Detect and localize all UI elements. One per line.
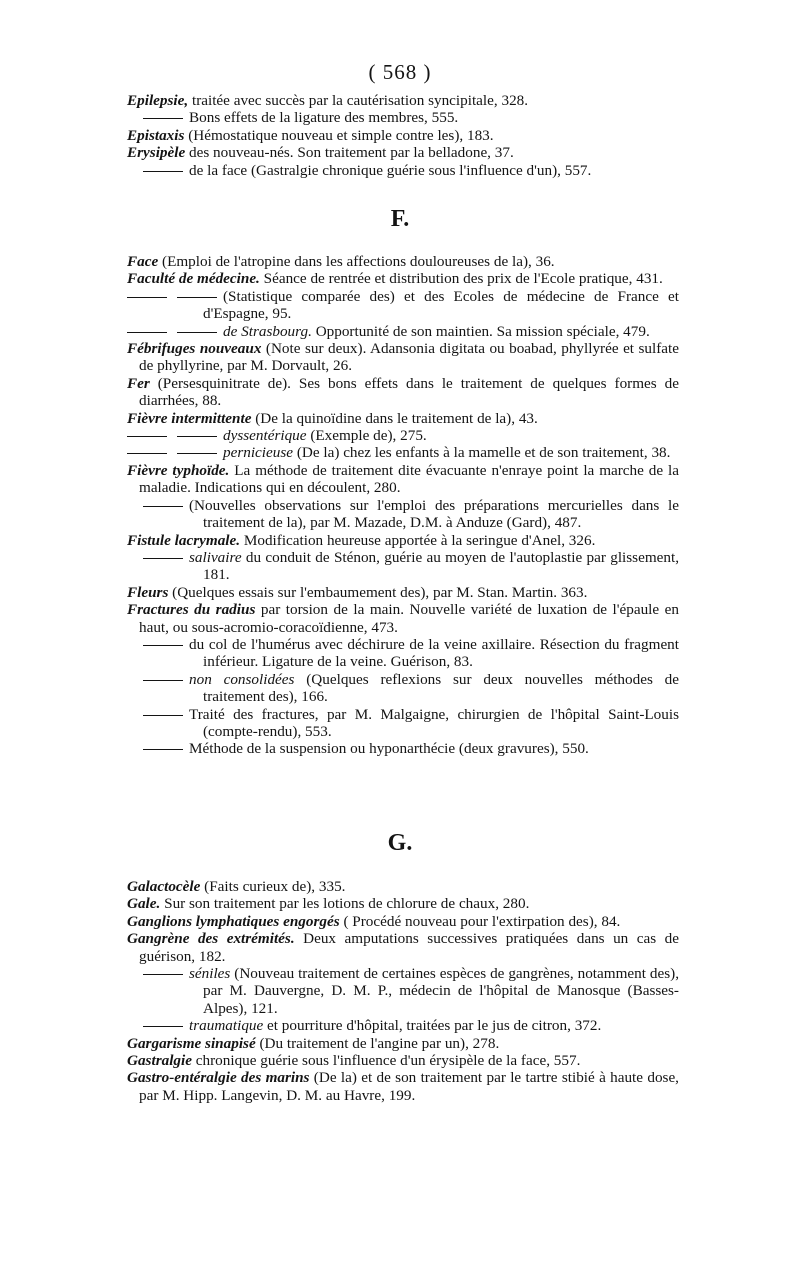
- entry-heading: de Strasbourg.: [223, 322, 312, 340]
- entry-text: (Exemple de), 275.: [306, 427, 427, 445]
- index-entry: [127, 375, 679, 410]
- section-letter-g: G.: [387, 830, 413, 856]
- entry-text: ( Procédé nouveau pour l'extirpation des), 84.: [339, 912, 621, 930]
- ditto-dash: [143, 974, 183, 975]
- entry-heading: Epistaxis: [127, 126, 185, 144]
- entry-heading: Gale.: [127, 895, 161, 913]
- entry-text: par torsion de la main. Nouvelle variété de luxation de l'épaule en haut, ou sous-acromio-coracoïdienne, 473.: [139, 601, 679, 636]
- ditto-dash: [127, 332, 167, 333]
- entry-heading: Fistule lacrymale.: [127, 531, 241, 549]
- entry-text: La méthode de traitement dite évacuante n'enraye point la marche de la maladie. Indications qui en découlent, 280.: [139, 461, 680, 497]
- ditto-dash: [177, 453, 217, 454]
- entry-text: chronique guérie sous l'influence d'un érysipèle de la face, 557.: [191, 1052, 581, 1070]
- index-entry: [127, 895, 679, 912]
- index-entry: [127, 340, 679, 375]
- index-entry: [127, 584, 679, 601]
- index-entry: [127, 1052, 679, 1069]
- index-entry: [127, 323, 679, 340]
- entry-heading: Fer: [127, 374, 150, 392]
- entry-text: Deux amputations successives pratiquées dans un cas de guérison, 182.: [139, 930, 680, 965]
- entry-text: (Quelques essais sur l'embaumement des), par M. Stan. Martin. 363.: [168, 583, 588, 601]
- entry-text: (Nouvelles observations sur l'emploi des préparations mercurielles dans le traitement de la), par M. Mazade, D.M. à Anduze (Gard), 487.: [189, 496, 679, 532]
- entry-text: Méthode de la suspension ou hyponarthécie (deux gravures), 550.: [189, 740, 589, 758]
- entry-heading: Fièvre intermittente: [127, 409, 252, 427]
- ditto-dash: [127, 453, 167, 454]
- entry-text: (Quelques reflexions sur deux nouvelles méthodes de traitement des), 166.: [203, 670, 679, 706]
- entry-text: (Persesquinitrate de). Ses bons effets dans le traitement de quelques formes de diarrhées, 88.: [139, 374, 679, 410]
- index-section-f: [127, 253, 679, 758]
- ditto-dash: [177, 332, 217, 333]
- entry-heading: Gangrène des extrémités.: [127, 930, 295, 948]
- ditto-dash: [177, 297, 217, 298]
- entry-text: (Note sur deux). Adansonia digitata ou boabad, phyllyrée et sulfate de phyllyrine, par M. Dorvault, 26.: [139, 340, 679, 375]
- ditto-dash: [143, 558, 183, 559]
- index-entry: [127, 965, 679, 1017]
- entry-heading: Face: [127, 253, 159, 270]
- index-section-g: [127, 878, 679, 1104]
- ditto-dash: [143, 118, 183, 119]
- entry-heading: Epilepsie,: [127, 92, 189, 109]
- entry-text: Séance de rentrée et distribution des prix de l'Ecole pratique, 431.: [259, 270, 663, 288]
- entry-heading: Fractures du radius: [127, 601, 256, 619]
- ditto-dash: [127, 436, 167, 437]
- ditto-dash: [143, 645, 183, 646]
- index-entry: [127, 144, 679, 161]
- entry-heading: Fleurs: [127, 583, 169, 601]
- entry-text: du col de l'humérus avec déchirure de la veine axillaire. Résection du fragment inférieur. Ligature de la veine. Guérison, 83.: [189, 635, 679, 671]
- entry-heading: salivaire: [189, 548, 242, 566]
- index-entry: [127, 549, 679, 584]
- ditto-dash: [143, 715, 183, 716]
- entry-text: (De la quinoïdine dans le traitement de la), 43.: [251, 409, 538, 427]
- index-entry: [127, 601, 679, 636]
- entry-text: Opportunité de son maintien. Sa mission spéciale, 479.: [311, 322, 650, 340]
- entry-heading: Gargarisme sinapisé: [127, 1034, 256, 1052]
- entry-heading: Gastro-entéralgie des marins: [127, 1069, 310, 1087]
- index-entry: [127, 930, 679, 965]
- entry-text: du conduit de Sténon, guérie au moyen de l'autoplastie par glissement, 181.: [203, 548, 679, 584]
- index-entry: [127, 427, 679, 444]
- ditto-dash: [143, 171, 183, 172]
- index-entry: [127, 92, 679, 109]
- entry-text: et pourriture d'hôpital, traitées par le jus de citron, 372.: [263, 1017, 602, 1035]
- entry-text: Bons effets de la ligature des membres, 555.: [189, 109, 459, 127]
- index-entry: [127, 444, 679, 461]
- ditto-dash: [127, 297, 167, 298]
- index-entry: [127, 532, 679, 549]
- entry-heading: Fébrifuges nouveaux: [127, 340, 262, 358]
- index-entry: [127, 497, 679, 532]
- entry-heading: Faculté de médecine.: [127, 270, 260, 288]
- ditto-dash: [177, 436, 217, 437]
- index-entry: [127, 740, 679, 757]
- index-entry: [127, 270, 679, 287]
- entry-heading: pernicieuse: [223, 444, 294, 462]
- entry-heading: Erysipèle: [127, 144, 186, 162]
- ditto-dash: [143, 749, 183, 750]
- page-number: ( 568 ): [368, 60, 432, 84]
- entry-text: Traité des fractures, par M. Malgaigne, chirurgien de l'hôpital Saint-Louis (compte-rendu), 553.: [189, 705, 679, 740]
- entry-heading: non consolidées: [189, 670, 295, 688]
- entry-heading: Fièvre typhoïde.: [127, 461, 230, 479]
- index-entry: [127, 462, 679, 497]
- index-entry: [127, 410, 679, 427]
- entry-heading: Ganglions lymphatiques engorgés: [127, 912, 340, 930]
- entry-text: (De la) chez les enfants à la mamelle et de son traitement, 38.: [293, 444, 671, 462]
- index-entry: [127, 671, 679, 706]
- index-entry: [127, 288, 679, 323]
- entry-heading: séniles: [189, 965, 231, 983]
- entry-text: Sur son traitement par les lotions de chlorure de chaux, 280.: [160, 895, 530, 913]
- ditto-dash: [143, 506, 183, 507]
- entry-text: (Faits curieux de), 335.: [200, 878, 346, 895]
- entry-heading: Galactocèle: [127, 878, 201, 895]
- index-entry: [127, 913, 679, 930]
- entry-text: (Statistique comparée des) et des Ecoles de médecine de France et d'Espagne, 95.: [203, 287, 679, 323]
- entry-text: (Du traitement de l'angine par un), 278.: [255, 1034, 500, 1052]
- index-entry: [127, 127, 679, 144]
- index-entry: [127, 878, 679, 895]
- index-entry: [127, 706, 679, 741]
- entry-heading: traumatique: [189, 1017, 264, 1035]
- entry-text: (Emploi de l'atropine dans les affections douloureuses de la), 36.: [158, 253, 555, 270]
- ditto-dash: [143, 680, 183, 681]
- entry-heading: Gastralgie: [127, 1052, 192, 1070]
- entry-text: traitée avec succès par la cautérisation syncipitale, 328.: [188, 92, 529, 109]
- index-entry: [127, 253, 679, 270]
- index-section-e: [127, 92, 679, 179]
- index-entry: [127, 109, 679, 126]
- entry-text: (Nouveau traitement de certaines espèces de gangrènes, notamment des), par M. Dauvergne, D. M. P., médecin de l'hôpital de Manosque (Basses-Alpes), 121.: [203, 965, 679, 1017]
- entry-text: de la face (Gastralgie chronique guérie sous l'influence d'un), 557.: [189, 161, 592, 179]
- index-entry: [127, 636, 679, 671]
- index-entry: [127, 1035, 679, 1052]
- index-entry: [127, 1017, 679, 1034]
- entry-text: (De la) et de son traitement par le tartre stibié à haute dose, par M. Hipp. Langevin, D. M. au Havre, 199.: [139, 1069, 679, 1104]
- ditto-dash: [143, 1026, 183, 1027]
- section-letter-f: F.: [390, 206, 410, 232]
- entry-text: (Hémostatique nouveau et simple contre les), 183.: [184, 126, 494, 144]
- index-entry: [127, 1069, 679, 1104]
- entry-heading: dyssentérique: [223, 427, 307, 445]
- entry-text: des nouveau-nés. Son traitement par la belladone, 37.: [185, 144, 514, 162]
- index-entry: [127, 162, 679, 179]
- entry-text: Modification heureuse apportée à la seringue d'Anel, 326.: [240, 531, 596, 549]
